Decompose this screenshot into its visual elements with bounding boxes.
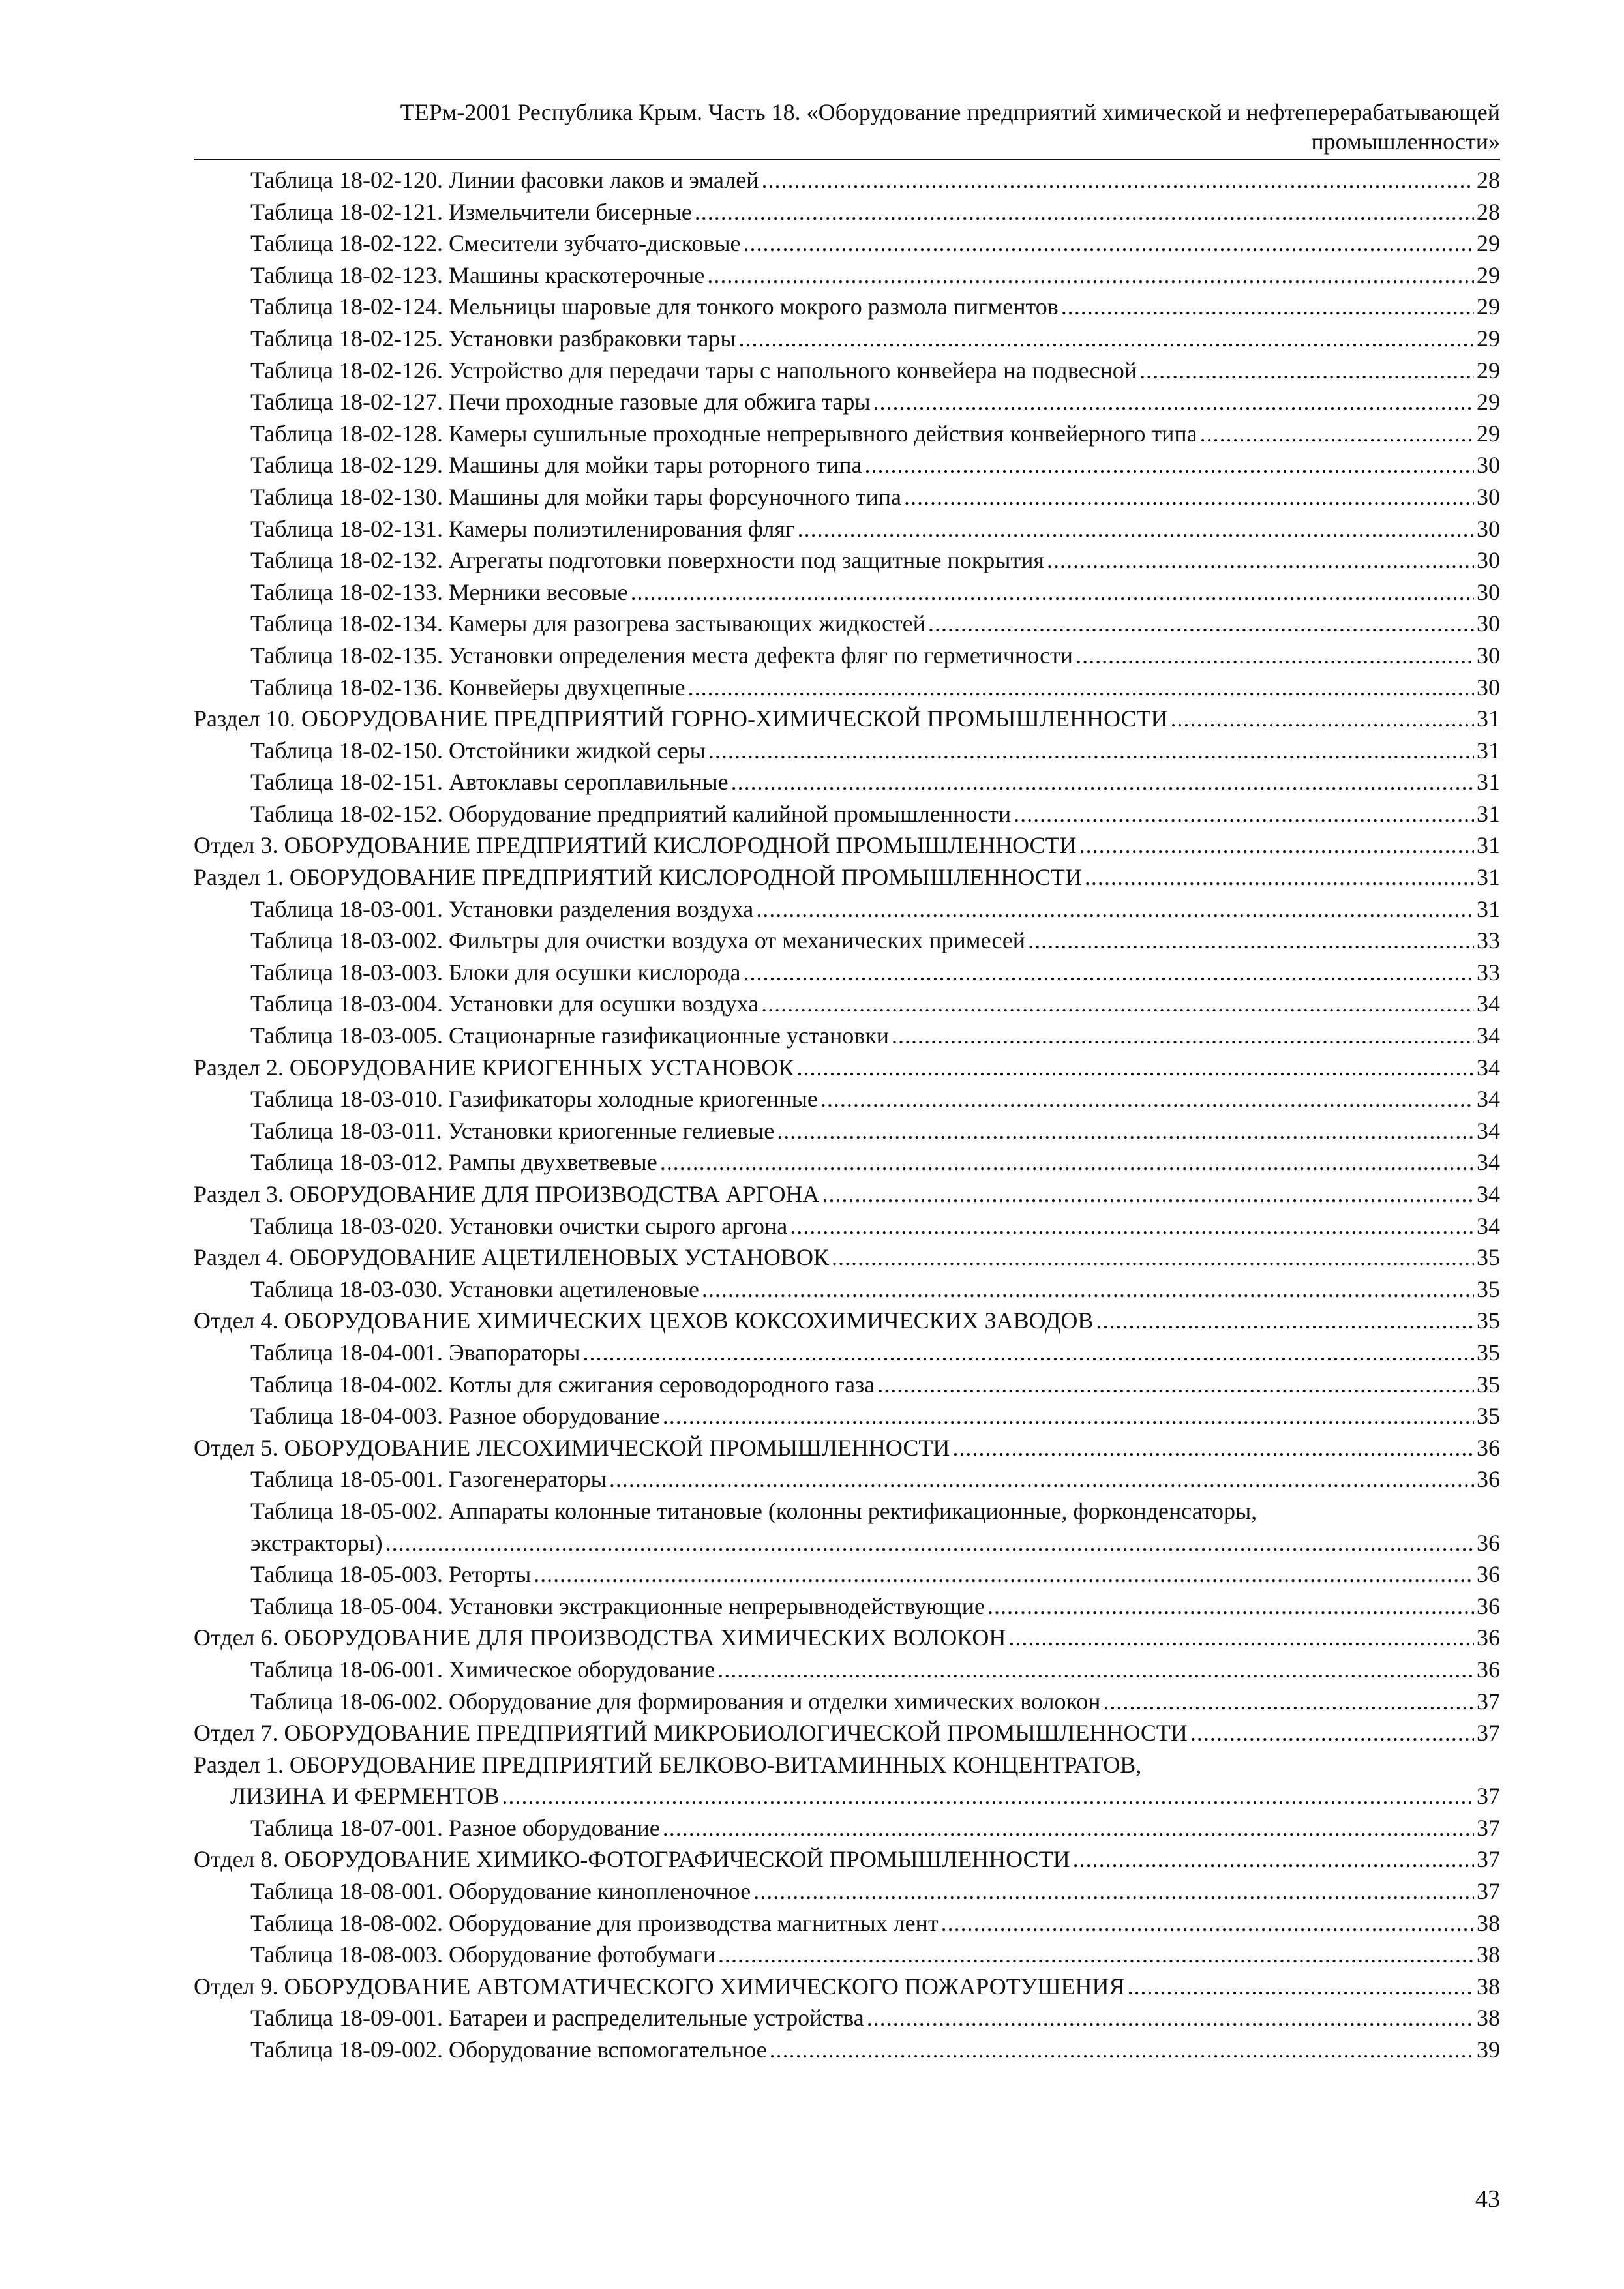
toc-dot-leader [1047,545,1474,576]
toc-entry[interactable] [194,703,1500,735]
toc-dot-leader [1008,1622,1474,1654]
toc-dot-leader [583,1337,1475,1369]
toc-entry[interactable] [194,1812,1500,1844]
toc-entry-title: Таблица 18-07-001. Разное оборудование [250,1814,660,1841]
toc-entry-page: 31 [1477,737,1500,764]
toc-entry-page: 35 [1477,1244,1500,1271]
toc-dot-leader [744,228,1474,260]
toc-dot-leader [502,1780,1474,1812]
toc-entry-title: Таблица 18-05-003. Реторты [250,1561,532,1588]
toc-entry[interactable] [194,1876,1500,1908]
toc-dot-leader [987,1591,1474,1623]
toc-entry-title: Таблица 18-02-129. Машины для мойки тары роторного типа [250,452,862,479]
toc-dot-leader [1103,1686,1474,1718]
toc-entry[interactable] [194,861,1500,893]
toc-entry-title: Таблица 18-02-135. Установки определения места дефекта фляг по герметичности [250,642,1074,668]
toc-dot-leader [761,988,1474,1020]
toc-entry[interactable] [194,1939,1500,1971]
toc-dot-leader [790,1210,1474,1242]
toc-dot-leader [717,1654,1474,1686]
toc-entry[interactable] [194,1432,1500,1464]
toc-entry-page: 35 [1477,1308,1500,1334]
toc-entry-page: 28 [1477,167,1500,193]
toc-entry-title: Таблица 18-04-002. Котлы для сжигания сероводородного газа [250,1371,875,1398]
toc-dot-leader [822,1178,1474,1210]
toc-entry[interactable] [194,830,1500,861]
toc-entry[interactable] [194,2002,1500,2034]
toc-entry[interactable] [194,640,1500,672]
header-line-1: ТЕРм-2001 Республика Крым. Часть 18. «Оборудование предприятий химической и нефтеперерабатывающей [400,99,1500,125]
toc-entry[interactable] [194,1242,1500,1274]
toc-dot-leader [892,1020,1474,1052]
toc-dot-leader [873,386,1474,418]
toc-entry-page: 30 [1477,483,1500,510]
toc-entry[interactable] [194,576,1500,608]
toc-dot-leader [941,1908,1474,1939]
toc-dot-leader [663,1400,1474,1432]
toc-entry[interactable] [194,1052,1500,1084]
toc-entry-title: Таблица 18-03-004. Установки для осушки воздуха [250,991,759,1017]
toc-entry[interactable] [194,798,1500,830]
toc-dot-leader [1061,291,1474,323]
toc-entry-title: Таблица 18-09-002. Оборудование вспомогательное [250,2037,767,2063]
toc-entry-title: Таблица 18-03-011. Установки криогенные гелиевые [250,1117,775,1144]
toc-entry-title: Таблица 18-02-136. Конвейеры двухцепные [250,674,685,700]
toc-entry-page: 35 [1477,1403,1500,1429]
toc-entry-page: 29 [1477,293,1500,320]
toc-entry-title: Отдел 9. ОБОРУДОВАНИЕ АВТОМАТИЧЕСКОГО ХИМИЧЕСКОГО ПОЖАРОТУШЕНИЯ [194,1973,1125,1999]
toc-entry-page: 31 [1477,864,1500,891]
toc-dot-leader [1139,355,1474,387]
toc-entry-title: Таблица 18-03-020. Установки очистки сырого аргона [250,1212,788,1239]
toc-entry[interactable] [194,1337,1500,1369]
toc-entry-page: 30 [1477,642,1500,668]
toc-entry-title: Таблица 18-04-003. Разное оборудование [250,1403,660,1429]
toc-entry-title: Раздел 2. ОБОРУДОВАНИЕ КРИОГЕННЫХ УСТАНОВОК [194,1054,794,1081]
toc-entry-page: 29 [1477,230,1500,257]
toc-entry[interactable] [194,925,1500,957]
toc-entry-page: 36 [1477,1466,1500,1493]
toc-entry-title: Отдел 7. ОБОРУДОВАНИЕ ПРЕДПРИЯТИЙ МИКРОБИОЛОГИЧЕСКОЙ ПРОМЫШЛЕННОСТИ [194,1720,1188,1746]
toc-entry-page: 37 [1477,1814,1500,1841]
toc-dot-leader [609,1463,1474,1495]
toc-entry-title: Таблица 18-02-123. Машины краскотерочные [250,262,705,288]
toc-entry-page: 31 [1477,769,1500,796]
toc-entry-page: 30 [1477,610,1500,637]
toc-entry[interactable] [194,1622,1500,1654]
toc-dot-leader [744,957,1474,989]
toc-entry-page: 37 [1477,1846,1500,1873]
toc-dot-leader [1200,418,1474,450]
toc-entry[interactable] [194,1463,1500,1495]
toc-entry-title: Таблица 18-02-126. Устройство для передачи тары с напольного конвейера на подвесной [250,357,1137,383]
toc-entry-page: 30 [1477,547,1500,574]
toc-entry-title: Таблица 18-02-130. Машины для мойки тары форсуночного типа [250,483,901,510]
toc-dot-leader [1190,1717,1474,1749]
toc-entry-title: Таблица 18-03-003. Блоки для осушки кислорода [250,959,741,985]
toc-entry-page: 34 [1477,1086,1500,1113]
toc-entry[interactable] [194,355,1500,387]
toc-dot-leader [1085,861,1474,893]
toc-dot-leader [820,1083,1474,1115]
toc-entry[interactable] [194,1844,1500,1876]
toc-entry-page: 37 [1477,1720,1500,1746]
running-header [194,98,1500,157]
toc-entry[interactable] [194,291,1500,323]
toc-entry-title: Таблица 18-03-002. Фильтры для очистки воздуха от механических примесей [250,927,1026,954]
toc-entry-title: Отдел 5. ОБОРУДОВАНИЕ ЛЕСОХИМИЧЕСКОЙ ПРОМЫШЛЕННОСТИ [194,1434,950,1461]
toc-entry-page: 36 [1477,1593,1500,1619]
toc-entry-page: 29 [1477,262,1500,288]
toc-dot-leader [877,1369,1474,1401]
toc-entry-page: 37 [1477,1878,1500,1905]
toc-dot-leader [928,608,1474,640]
toc-entry[interactable] [194,1780,1500,1812]
toc-entry-page: 31 [1477,706,1500,732]
toc-entry[interactable] [194,893,1500,925]
toc-dot-leader [1128,1971,1474,2003]
toc-entry-title: Раздел 4. ОБОРУДОВАНИЕ АЦЕТИЛЕНОВЫХ УСТАНОВОК [194,1244,830,1271]
toc-entry-page: 38 [1477,1973,1500,1999]
toc-entry[interactable] [194,449,1500,481]
toc-entry[interactable] [194,228,1500,260]
toc-entry-title: Отдел 6. ОБОРУДОВАНИЕ ДЛЯ ПРОИЗВОДСТВА ХИМИЧЕСКИХ ВОЛОКОН [194,1624,1006,1651]
toc-dot-leader [707,260,1474,292]
toc-entry-title: Таблица 18-02-132. Агрегаты подготовки поверхности под защитные покрытия [250,547,1044,574]
toc-entry[interactable] [194,2034,1500,2066]
toc-dot-leader [534,1559,1474,1591]
toc-entry-page: 35 [1477,1276,1500,1302]
toc-entry[interactable] [194,386,1500,418]
toc-entry-title: Таблица 18-06-002. Оборудование для формирования и отделки химических волокон [250,1688,1101,1714]
toc-entry-title: Отдел 8. ОБОРУДОВАНИЕ ХИМИКО-ФОТОГРАФИЧЕСКОЙ ПРОМЫШЛЕННОСТИ [194,1846,1070,1873]
toc-entry[interactable] [194,513,1500,545]
toc-dot-leader [708,735,1474,767]
toc-entry[interactable] [194,1908,1500,1939]
toc-entry-title: Таблица 18-04-001. Эвапораторы [250,1339,580,1366]
toc-dot-leader [1096,1305,1474,1337]
toc-entry[interactable] [194,260,1500,292]
toc-entry[interactable] [194,766,1500,798]
toc-entry-title: Таблица 18-02-120. Линии фасовки лаков и эмалей [250,167,759,193]
toc-entry-title: Раздел 10. ОБОРУДОВАНИЕ ПРЕДПРИЯТИЙ ГОРНО-ХИМИЧЕСКОЙ ПРОМЫШЛЕННОСТИ [194,706,1168,732]
toc-entry-page: 29 [1477,420,1500,447]
toc-entry[interactable] [194,1971,1500,2003]
toc-entry[interactable] [194,1305,1500,1337]
toc-dot-leader [904,481,1474,513]
toc-entry-title: ЛИЗИНА И ФЕРМЕНТОВ [230,1783,500,1810]
toc-entry-title: Таблица 18-03-012. Рампы двухветвевые [250,1149,657,1176]
toc-entry[interactable] [194,1369,1500,1401]
toc-dot-leader [798,513,1474,545]
toc-entry-page: 34 [1477,1117,1500,1144]
toc-entry-page: 31 [1477,800,1500,827]
toc-entry-title: Таблица 18-09-001. Батареи и распределительные устройства [250,2005,864,2031]
toc-entry-page: 37 [1477,1783,1500,1810]
toc-entry-page: 38 [1477,2005,1500,2031]
toc-entry-page: 36 [1477,1656,1500,1683]
toc-dot-leader [867,2002,1474,2034]
table-of-contents [194,164,1500,2066]
toc-entry-page: 34 [1477,1023,1500,1049]
toc-entry-title: Таблица 18-03-010. Газификаторы холодные криогенные [250,1086,818,1113]
toc-entry-title: Таблица 18-02-131. Камеры полиэтиленирования фляг [250,515,795,542]
toc-dot-leader [777,1115,1474,1147]
toc-entry[interactable] [194,1654,1500,1686]
toc-entry-title: Таблица 18-02-121. Измельчители бисерные [250,198,692,225]
toc-entry[interactable] [194,1591,1500,1623]
toc-entry-title: Раздел 3. ОБОРУДОВАНИЕ ДЛЯ ПРОИЗВОДСТВА АРГОНА [194,1181,820,1207]
toc-entry[interactable] [194,672,1500,704]
toc-entry[interactable] [194,1717,1500,1749]
toc-entry-title: Таблица 18-05-001. Газогенераторы [250,1466,607,1493]
toc-entry[interactable] [194,1400,1500,1432]
toc-entry[interactable] [194,1020,1500,1052]
toc-entry[interactable] [194,418,1500,450]
toc-entry-page: 39 [1477,2037,1500,2063]
header-line-2: промышленности» [1311,128,1500,155]
toc-dot-leader [631,576,1474,608]
toc-entry-page: 35 [1477,1339,1500,1366]
toc-entry[interactable] [194,988,1500,1020]
toc-entry-title: Таблица 18-08-003. Оборудование фотобумаги [250,1941,715,1968]
toc-entry-page: 38 [1477,1909,1500,1936]
toc-entry-page: 36 [1477,1529,1500,1556]
toc-dot-leader [739,323,1474,355]
toc-dot-leader [718,1939,1474,1971]
toc-dot-leader [1028,925,1474,957]
toc-entry-title: Таблица 18-03-001. Установки разделения воздуха [250,895,754,922]
toc-entry-title: Отдел 3. ОБОРУДОВАНИЕ ПРЕДПРИЯТИЙ КИСЛОРОДНОЙ ПРОМЫШЛЕННОСТИ [194,832,1077,859]
toc-dot-leader [385,1527,1474,1559]
toc-dot-leader [796,1052,1474,1084]
toc-entry-title: Таблица 18-06-001. Химическое оборудование [250,1656,715,1683]
toc-entry-title: Таблица 18-02-122. Смесители зубчато-дисковые [250,230,741,257]
toc-entry-page: 30 [1477,578,1500,605]
toc-entry-page: 38 [1477,1941,1500,1968]
toc-entry-page: 33 [1477,959,1500,985]
toc-entry[interactable] [194,481,1500,513]
toc-dot-leader [1014,798,1474,830]
toc-entry[interactable] [194,1115,1500,1147]
toc-entry[interactable] [194,1686,1500,1718]
toc-entry[interactable] [194,1146,1500,1178]
toc-entry-title: экстракторы) [250,1529,383,1556]
toc-entry-title: Таблица 18-03-005. Стационарные газификационные установки [250,1023,889,1049]
toc-entry-page: 34 [1477,991,1500,1017]
toc-dot-leader [660,1146,1474,1178]
toc-entry-page: 36 [1477,1624,1500,1651]
toc-entry-title: Таблица 18-02-124. Мельницы шаровые для тонкого мокрого размола пигментов [250,293,1059,320]
toc-entry-page: 34 [1477,1149,1500,1176]
toc-dot-leader [753,1876,1474,1908]
toc-entry[interactable] [194,735,1500,767]
toc-entry-page: 34 [1477,1212,1500,1239]
toc-entry-page: 35 [1477,1371,1500,1398]
toc-entry-page: 34 [1477,1054,1500,1081]
toc-entry-title: Таблица 18-02-127. Печи проходные газовые для обжига тары [250,389,871,415]
page-number: 43 [1475,2185,1500,2213]
toc-dot-leader [865,449,1474,481]
toc-entry[interactable] [194,1559,1500,1591]
toc-entry-title: Таблица 18-08-001. Оборудование кинопленочное [250,1878,751,1905]
toc-dot-leader [832,1242,1474,1274]
toc-dot-leader [702,1274,1474,1306]
toc-entry-page: 29 [1477,325,1500,352]
toc-entry[interactable] [194,164,1500,196]
toc-dot-leader [688,672,1474,704]
toc-entry-title-line[interactable]: Раздел 1. ОБОРУДОВАНИЕ ПРЕДПРИЯТИЙ БЕЛКОВО-ВИТАМИННЫХ КОНЦЕНТРАТОВ, [194,1751,1142,1778]
toc-entry[interactable] [194,323,1500,355]
toc-entry-page: 36 [1477,1434,1500,1461]
toc-entry-page: 36 [1477,1561,1500,1588]
toc-dot-leader [1073,1844,1474,1876]
toc-entry-title: Таблица 18-02-133. Мерники весовые [250,578,628,605]
toc-entry-page: 30 [1477,674,1500,700]
toc-entry[interactable] [194,1210,1500,1242]
toc-dot-leader [952,1432,1474,1464]
toc-entry-page: 33 [1477,927,1500,954]
toc-entry-title: Раздел 1. ОБОРУДОВАНИЕ ПРЕДПРИЯТИЙ КИСЛОРОДНОЙ ПРОМЫШЛЕННОСТИ [194,864,1082,891]
toc-entry-page: 34 [1477,1181,1500,1207]
toc-entry-page: 30 [1477,515,1500,542]
toc-entry[interactable] [194,957,1500,989]
toc-entry[interactable] [194,1274,1500,1306]
toc-entry-page: 29 [1477,357,1500,383]
toc-entry[interactable] [194,1178,1500,1210]
toc-dot-leader [695,196,1474,228]
toc-dot-leader [762,164,1474,196]
toc-entry-title-line[interactable]: Таблица 18-05-002. Аппараты колонные титановые (колонны ректификационные, форконденсаторы, [250,1497,1257,1524]
toc-dot-leader [731,766,1474,798]
toc-dot-leader [770,2034,1474,2066]
toc-entry-title: Таблица 18-02-128. Камеры сушильные проходные непрерывного действия конвейерного типа [250,420,1197,447]
toc-entry[interactable] [194,1527,1500,1559]
toc-entry-title: Таблица 18-02-134. Камеры для разогрева застывающих жидкостей [250,610,925,637]
toc-entry-title: Таблица 18-02-150. Отстойники жидкой серы [250,737,706,764]
toc-entry-page: 30 [1477,452,1500,479]
toc-entry[interactable] [194,1083,1500,1115]
toc-entry-page: 31 [1477,832,1500,859]
toc-dot-leader [1079,830,1474,861]
toc-entry[interactable] [194,608,1500,640]
toc-entry-page: 29 [1477,389,1500,415]
toc-entry[interactable] [194,196,1500,228]
toc-entry-title: Таблица 18-03-030. Установки ацетиленовые [250,1276,699,1302]
toc-dot-leader [663,1812,1474,1844]
toc-entry-page: 31 [1477,895,1500,922]
header-divider [194,159,1500,160]
toc-entry-title: Таблица 18-02-152. Оборудование предприятий калийной промышленности [250,800,1012,827]
toc-entry-title: Таблица 18-05-004. Установки экстракционные непрерывнодействующие [250,1593,985,1619]
toc-entry-title: Таблица 18-08-002. Оборудование для производства магнитных лент [250,1909,939,1936]
toc-dot-leader [1075,640,1474,672]
toc-entry-page: 37 [1477,1688,1500,1714]
toc-entry[interactable] [194,545,1500,576]
toc-dot-leader [756,893,1474,925]
toc-entry-title: Таблица 18-02-125. Установки разбраковки тары [250,325,736,352]
toc-entry-title: Отдел 4. ОБОРУДОВАНИЕ ХИМИЧЕСКИХ ЦЕХОВ КОКСОХИМИЧЕСКИХ ЗАВОДОВ [194,1308,1094,1334]
toc-entry-title: Таблица 18-02-151. Автоклавы сероплавильные [250,769,729,796]
toc-dot-leader [1171,703,1474,735]
toc-entry-page: 28 [1477,198,1500,225]
